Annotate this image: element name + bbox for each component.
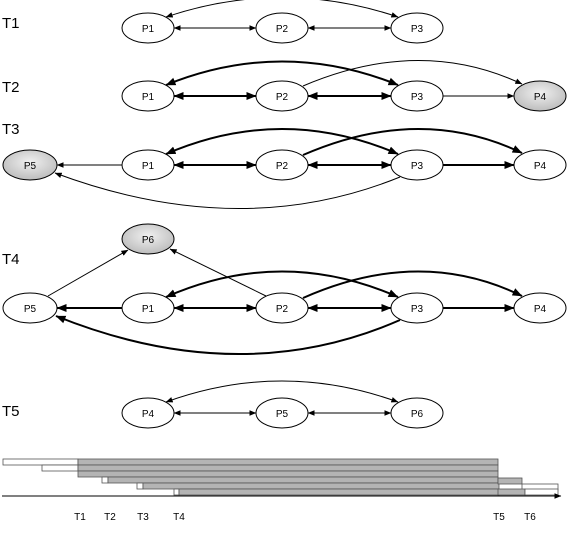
timeline-bar-white [137, 483, 143, 489]
row-label-t4: T4 [2, 251, 20, 268]
row-label-t3: T3 [2, 121, 20, 138]
timeline-bar-gray [78, 465, 498, 471]
node-label: P5 [275, 409, 289, 420]
node-t3-p2 [256, 150, 308, 180]
timeline-bar-gray [108, 477, 498, 483]
node-t5-p6 [391, 398, 443, 428]
node-t5-p5 [256, 398, 308, 428]
node-t3-p4 [514, 150, 566, 180]
node-label: P1 [141, 304, 155, 315]
timeline-tick-t5: T5 [493, 512, 505, 523]
node-t4-p5 [3, 293, 57, 323]
node-t4-p4 [514, 293, 566, 323]
timeline-bar-white [3, 459, 78, 465]
node-t2-p3 [391, 81, 443, 111]
node-label: P4 [533, 92, 547, 103]
node-t4-p6 [122, 224, 174, 254]
node-label: P2 [275, 24, 289, 35]
timeline-bar-gray [498, 478, 522, 484]
node-t1-p1 [122, 13, 174, 43]
node-label: P2 [275, 304, 289, 315]
node-t2-p2 [256, 81, 308, 111]
timeline-bar-white [174, 489, 179, 495]
node-label: P5 [23, 304, 37, 315]
timeline-tick-t2: T2 [104, 512, 116, 523]
node-label: P4 [141, 409, 155, 420]
node-label: P6 [141, 235, 155, 246]
node-t2-p1 [122, 81, 174, 111]
timeline-tick-t6: T6 [524, 512, 536, 523]
node-t4-p1 [122, 293, 174, 323]
timeline-bar-gray [143, 483, 499, 489]
timeline-bar-white [42, 465, 78, 471]
timeline-bar-white [525, 489, 558, 495]
row-t4 [2, 224, 566, 354]
timeline-bar-gray [78, 471, 498, 477]
timeline-tick-t3: T3 [137, 512, 149, 523]
node-t4-p3 [391, 293, 443, 323]
row-label-t5: T5 [2, 403, 20, 420]
node-t1-p2 [256, 13, 308, 43]
node-label: P3 [410, 92, 424, 103]
node-t3-p1 [122, 150, 174, 180]
timeline-bar-gray [498, 489, 525, 495]
node-label: P3 [410, 161, 424, 172]
row-t5 [2, 381, 443, 428]
node-label: P1 [141, 92, 155, 103]
row-label-t2: T2 [2, 79, 20, 96]
edge-p3-p5 [55, 173, 400, 209]
edge-p5-p6 [48, 250, 128, 296]
edge-p3-p5 [56, 316, 400, 354]
node-label: P6 [410, 409, 424, 420]
timeline-tick-t4: T4 [173, 512, 185, 523]
node-t1-p3 [391, 13, 443, 43]
row-t3 [2, 121, 566, 209]
node-t3-p5 [3, 150, 57, 180]
timeline-tick-t1: T1 [74, 512, 86, 523]
node-label: P5 [23, 161, 37, 172]
node-label: P3 [410, 304, 424, 315]
node-t5-p4 [122, 398, 174, 428]
timeline-bar-white [102, 477, 108, 483]
row-t1 [2, 0, 443, 43]
timeline-bar-gray [78, 459, 498, 465]
node-t3-p3 [391, 150, 443, 180]
node-label: P2 [275, 92, 289, 103]
node-t2-p4 [514, 81, 566, 111]
node-label: P4 [533, 161, 547, 172]
row-t2 [2, 60, 566, 111]
timeline-bar-gray [179, 489, 499, 495]
node-label: P1 [141, 161, 155, 172]
node-t4-p2 [256, 293, 308, 323]
timeline [2, 459, 561, 523]
node-label: P3 [410, 24, 424, 35]
node-label: P4 [533, 304, 547, 315]
node-label: P2 [275, 161, 289, 172]
row-label-t1: T1 [2, 15, 20, 32]
node-label: P1 [141, 24, 155, 35]
